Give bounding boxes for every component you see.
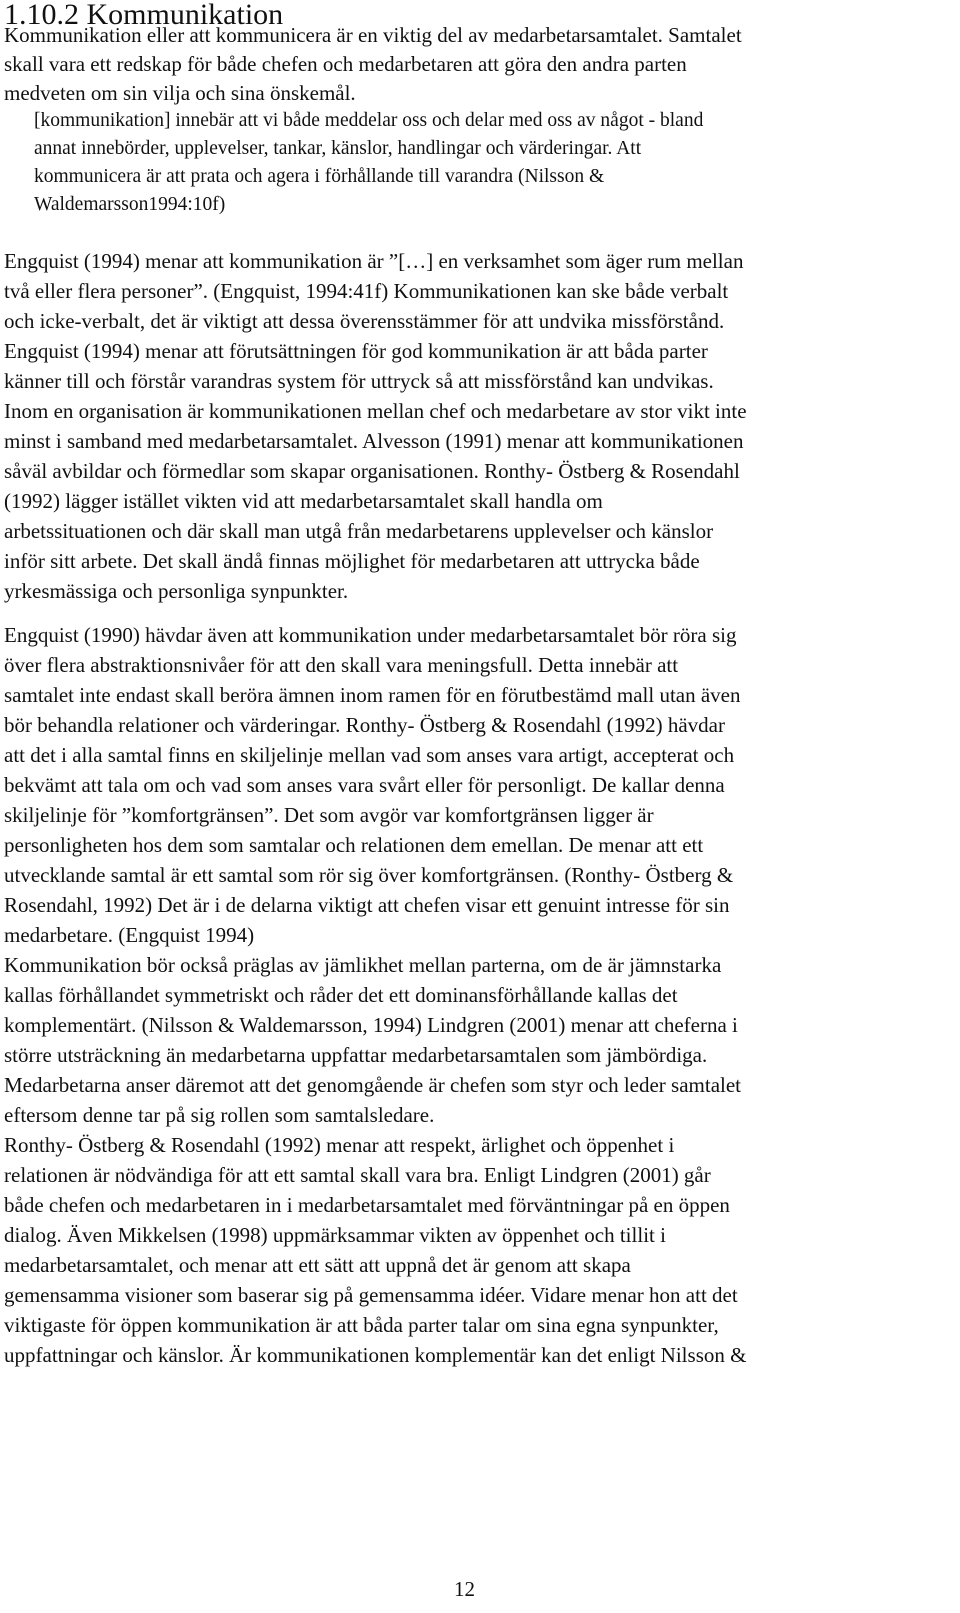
- quote-line: [kommunikation] innebär att vi både meddelar oss och delar med oss av något - bland: [34, 110, 704, 131]
- body-line: yrkesmässiga och personliga synpunkter.: [4, 579, 349, 603]
- body-line: kallas förhållandet symmetriskt och råder det ett dominansförhållande kallas det: [4, 983, 678, 1007]
- page-number: 12: [454, 1577, 475, 1601]
- body-line: såväl avbildar och förmedlar som skapar organisationen. Ronthy- Östberg & Rosendahl: [4, 459, 740, 483]
- body-line: och icke-verbalt, det är viktigt att dessa överensstämmer för att undvika missförstånd.: [4, 309, 725, 333]
- body-line: medarbetarsamtalet, och menar att ett sätt att uppnå det är genom att skapa: [4, 1253, 631, 1277]
- quote-line: Waldemarsson1994:10f): [34, 194, 226, 215]
- intro-line: Kommunikation eller att kommunicera är en viktig del av medarbetarsamtalet. Samtalet: [4, 23, 742, 47]
- body-line: medarbetare. (Engquist 1994): [4, 923, 255, 947]
- body-line: relationen är nödvändiga för att ett samtal skall vara bra. Enligt Lindgren (2001) går: [4, 1163, 711, 1187]
- body-line: samtalet inte endast skall beröra ämnen inom ramen för en förutbestämd mall utan även: [4, 683, 741, 707]
- body-line: att det i alla samtal finns en skiljelinje mellan vad som anses vara artigt, accepterat och: [4, 743, 735, 767]
- quote-line: annat innebörder, upplevelser, tankar, känslor, handlingar och värderingar. Att: [34, 138, 642, 159]
- body-line: dialog. Även Mikkelsen (1998) uppmärksammar vikten av öppenhet och tillit i: [4, 1223, 666, 1247]
- body-line: känner till och förstår varandras system för uttryck så att missförstånd kan undvikas.: [4, 369, 714, 393]
- body-line: över flera abstraktionsnivåer för att den skall vara meningsfull. Detta innebär att: [4, 653, 679, 677]
- body-line: gemensamma visioner som baserar sig på gemensamma idéer. Vidare menar hon att det: [4, 1283, 738, 1307]
- intro-line: medveten om sin vilja och sina önskemål.: [4, 81, 356, 105]
- body-line: Ronthy- Östberg & Rosendahl (1992) menar att respekt, ärlighet och öppenhet i: [4, 1133, 675, 1157]
- body-line: bekvämt att tala om och vad som anses vara svårt eller för personligt. De kallar denna: [4, 773, 725, 797]
- body-line: minst i samband med medarbetarsamtalet. Alvesson (1991) menar att kommunikationen: [4, 429, 744, 453]
- body-line: personligheten hos dem som samtalar och relationen dem emellan. De menar att ett: [4, 833, 704, 857]
- body-line: skiljelinje för ”komfortgränsen”. Det som avgör var komfortgränsen ligger är: [4, 803, 654, 827]
- body-line: Inom en organisation är kommunikationen mellan chef och medarbetare av stor vikt inte: [4, 399, 747, 423]
- section-heading: 1.10.2 Kommunikation: [4, 0, 284, 31]
- body-line: Engquist (1994) menar att förutsättningen för god kommunikation är att båda parter: [4, 339, 708, 363]
- body-line: Kommunikation bör också präglas av jämlikhet mellan parterna, om de är jämnstarka: [4, 953, 722, 977]
- body-line: arbetssituationen och där skall man utgå från medarbetarens upplevelser och känslor: [4, 519, 714, 543]
- body-line: (1992) lägger istället vikten vid att medarbetarsamtalet skall handla om: [4, 489, 603, 513]
- body-line: komplementärt. (Nilsson & Waldemarsson, 1994) Lindgren (2001) menar att cheferna i: [4, 1013, 738, 1037]
- body-line: uppfattningar och känslor. Är kommunikationen komplementär kan det enligt Nilsson &: [4, 1343, 747, 1367]
- body-line: utvecklande samtal är ett samtal som rör sig över komfortgränsen. (Ronthy- Östberg &: [4, 863, 734, 887]
- body-line: eftersom denne tar på sig rollen som samtalsledare.: [4, 1103, 435, 1127]
- body-line: Engquist (1994) menar att kommunikation är ”[…] en verksamhet som äger rum mellan: [4, 249, 744, 273]
- body-line: Medarbetarna anser däremot att det genomgående är chefen som styr och leder samtalet: [4, 1073, 742, 1097]
- body-line: inför sitt arbete. Det skall ändå finnas möjlighet för medarbetaren att uttrycka både: [4, 549, 700, 573]
- body-line: bör behandla relationer och värderingar. Ronthy- Östberg & Rosendahl (1992) hävdar: [4, 713, 725, 737]
- body-line: större utsträckning än medarbetarna uppfattar medarbetarsamtalen som jämbördiga.: [4, 1043, 708, 1067]
- body-line: viktigaste för öppen kommunikation är att båda parter talar om sina egna synpunkter,: [4, 1313, 719, 1337]
- body-line: både chefen och medarbetaren in i medarbetarsamtalet med förväntningar på en öppen: [4, 1193, 730, 1217]
- quote-line: kommunicera är att prata och agera i förhållande till varandra (Nilsson &: [34, 166, 605, 187]
- body-line: Engquist (1990) hävdar även att kommunikation under medarbetarsamtalet bör röra sig: [4, 623, 737, 647]
- intro-line: skall vara ett redskap för både chefen och medarbetaren att göra den andra parten: [4, 52, 687, 76]
- body-line: Rosendahl, 1992) Det är i de delarna viktigt att chefen visar ett genuint intresse för sin: [4, 893, 730, 917]
- body-line: två eller flera personer”. (Engquist, 1994:41f) Kommunikationen kan ske både verbalt: [4, 279, 729, 303]
